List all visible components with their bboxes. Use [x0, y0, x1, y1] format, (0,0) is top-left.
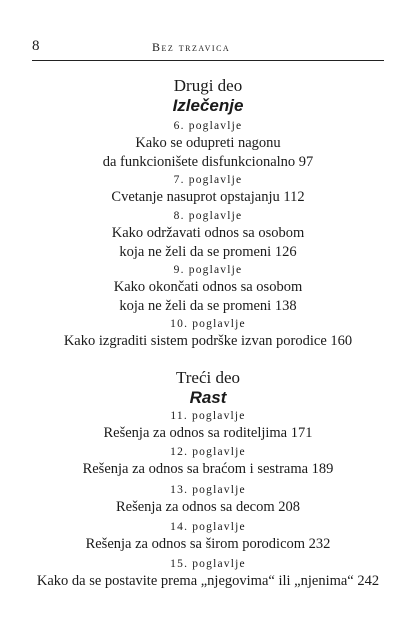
chapter-title: Kako održavati odnos sa osobom: [111, 225, 305, 241]
toc-entry[interactable]: [0, 444, 416, 479]
chapter-title: Kako okončati odnos sa osobom: [113, 279, 303, 295]
header-rule: [32, 60, 384, 61]
chapter-label: 9. poglavlje: [173, 264, 243, 276]
toc-entry[interactable]: [0, 118, 416, 172]
toc-entry[interactable]: [0, 262, 416, 316]
toc-entry[interactable]: [0, 208, 416, 262]
running-head: [32, 38, 384, 58]
chapter-label: 14. poglavlje: [170, 521, 246, 533]
page-number: 8: [32, 38, 40, 54]
chapter-title: koja ne želi da se promeni 138: [119, 298, 297, 314]
part-treci-deo: [0, 368, 416, 408]
chapter-label: 6. poglavlje: [173, 120, 243, 132]
chapter-title: Kako se odupreti nagonu: [135, 135, 281, 151]
part-title: Rast: [189, 388, 227, 407]
chapter-label: 13. poglavlje: [170, 484, 246, 496]
chapter-label: 11. poglavlje: [170, 410, 246, 422]
chapter-label: 12. poglavlje: [170, 446, 246, 458]
part-drugi-deo: [0, 76, 416, 116]
chapter-title: Rešenja za odnos sa širom porodicom 232: [85, 536, 331, 552]
chapter-title: Rešenja za odnos sa decom 208: [115, 499, 301, 515]
chapter-title: da funkcionišete disfunkcionalno 97: [102, 154, 314, 170]
part-label: Treći deo: [175, 368, 241, 387]
toc-entry[interactable]: [0, 408, 416, 443]
chapter-label: 15. poglavlje: [170, 558, 246, 570]
chapter-title: koja ne želi da se promeni 126: [119, 244, 297, 260]
running-title: Bez trzavica: [152, 40, 231, 54]
chapter-label: 10. poglavlje: [170, 318, 246, 330]
toc-entry[interactable]: [0, 519, 416, 554]
chapter-title: Kako da se postavite prema „njegovima“ ili „njenima“ 242: [36, 573, 380, 589]
toc-entry[interactable]: [0, 556, 416, 591]
part-label: Drugi deo: [173, 76, 243, 95]
toc-entry[interactable]: [0, 316, 416, 351]
part-title: Izlečenje: [172, 96, 244, 115]
toc-entry[interactable]: [0, 172, 416, 207]
chapter-title: Rešenja za odnos sa roditeljima 171: [103, 425, 313, 441]
chapter-label: 8. poglavlje: [173, 210, 243, 222]
chapter-title: Rešenja za odnos sa braćom i sestrama 189: [82, 461, 334, 477]
chapter-title: Cvetanje nasuprot opstajanju 112: [111, 189, 305, 205]
toc-entry[interactable]: [0, 482, 416, 517]
chapter-title: Kako izgraditi sistem podrške izvan porodice 160: [63, 333, 353, 349]
chapter-label: 7. poglavlje: [173, 174, 243, 186]
